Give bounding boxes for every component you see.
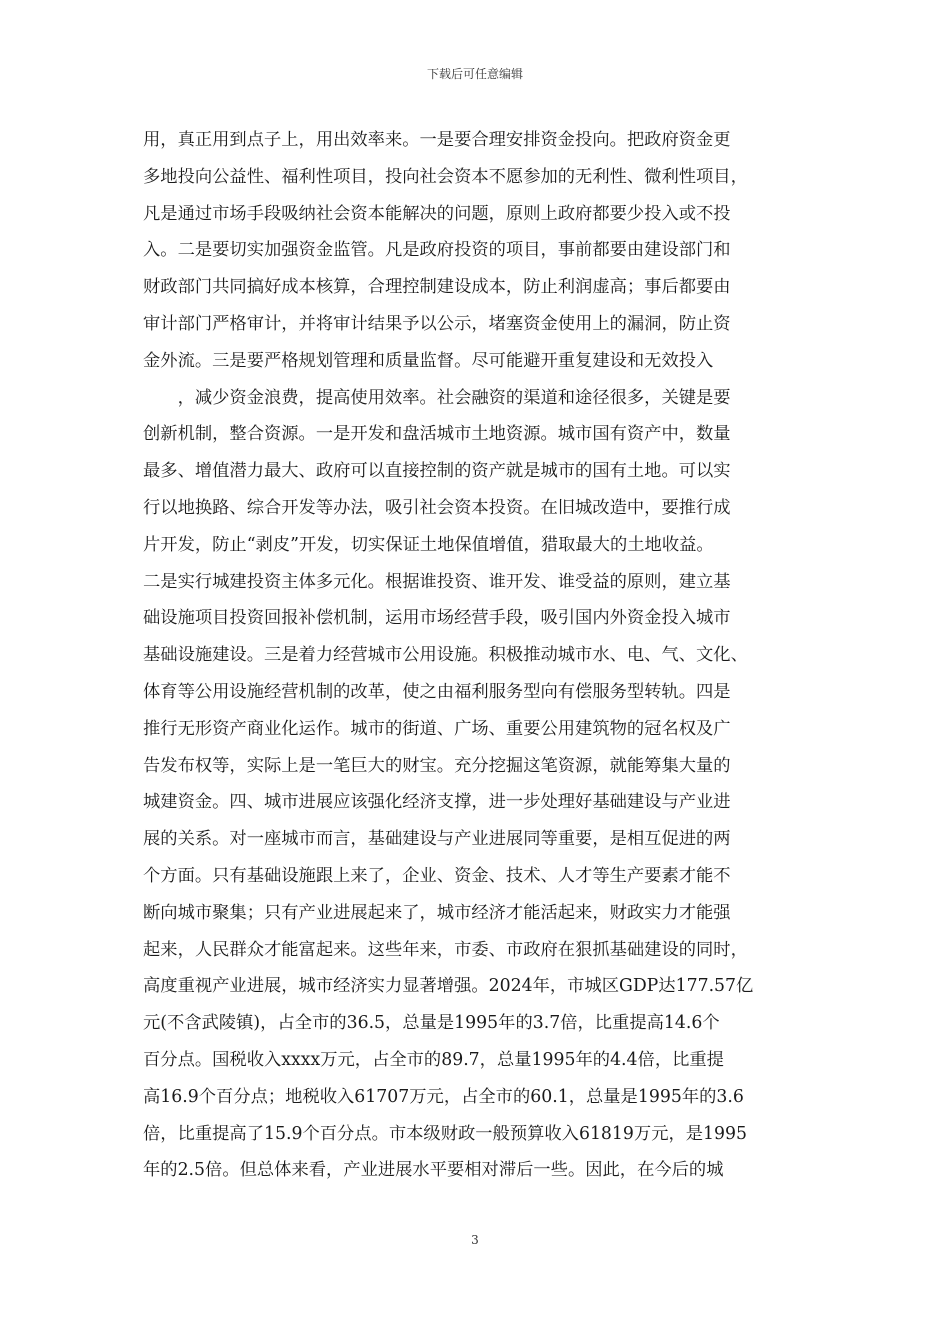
text-line: 最多、增值潜力最大、政府可以直接控制的资产就是城市的国有土地。可以实 <box>143 461 731 482</box>
text-line: 财政部门共同搞好成本核算，合理控制建设成本，防止利润虚高；事后都要由 <box>143 277 731 298</box>
text-line: ，减少资金浪费，提高使用效率。社会融资的渠道和途径很多，关键是要 <box>143 387 731 408</box>
text-line: 创新机制，整合资源。一是开发和盘活城市土地资源。城市国有资产中，数量 <box>143 424 731 445</box>
body-text <box>143 122 823 1189</box>
text-line: 告发布权等，实际上是一笔巨大的财宝。充分挖掘这笔资源，就能筹集大量的 <box>143 755 731 776</box>
text-line: 用，真正用到点子上，用出效率来。一是要合理安排资金投向。把政府资金更 <box>143 130 731 150</box>
text-line: 起来，人民群众才能富起来。这些年来，市委、市政府在狠抓基础建设的同时， <box>143 939 748 960</box>
text-line: 城建资金。四、城市进展应该强化经济支撑，进一步处理好基础建设与产业进 <box>143 792 731 813</box>
text-line: 础设施项目投资回报补偿机制，运用市场经营手段，吸引国内外资金投入城市 <box>143 608 731 629</box>
text-line: 展的关系。对一座城市而言，基础建设与产业进展同等重要，是相互促进的两 <box>143 829 731 850</box>
text-line: 二是实行城建投资主体多元化。根据谁投资、谁开发、谁受益的原则，建立基 <box>143 571 731 592</box>
text-line: 百分点。国税收入xxxx万元，占全市的89.7，总量1995年的4.4倍，比重提 <box>143 1049 724 1070</box>
text-line: 高16.9个百分点；地税收入61707万元，占全市的60.1，总量是1995年的3.6 <box>143 1086 744 1107</box>
text-line: 片开发，防止“剥皮”开发，切实保证土地保值增值，猎取最大的土地收益。 <box>143 534 714 555</box>
text-line: 行以地换路、综合开发等办法，吸引社会资本投资。在旧城改造中，要推行成 <box>143 497 731 518</box>
text-line: 推行无形资产商业化运作。城市的街道、广场、重要公用建筑物的冠名权及广 <box>143 718 731 739</box>
page-number: 3 <box>471 1233 479 1247</box>
text-line: 元(不含武陵镇)，占全市的36.5，总量是1995年的3.7倍，比重提高14.6个 <box>143 1013 720 1034</box>
text-line: 倍，比重提高了15.9个百分点。市本级财政一般预算收入61819万元，是1995 <box>143 1123 748 1144</box>
text-line: 断向城市聚集；只有产业进展起来了，城市经济才能活起来，财政实力才能强 <box>143 902 731 923</box>
text-line: 高度重视产业进展，城市经济实力显著增强。2024年，市城区GDP达177.57亿 <box>143 976 754 997</box>
text-line: 入。二是要切实加强资金监管。凡是政府投资的项目，事前都要由建设部门和 <box>143 240 731 261</box>
text-line: 个方面。只有基础设施跟上来了，企业、资金、技术、人才等生产要素才能不 <box>143 865 731 886</box>
text-line: 多地投向公益性、福利性项目，投向社会资本不愿参加的无利性、微利性项目， <box>143 166 748 187</box>
text-line: 年的2.5倍。但总体来看，产业进展水平要相对滞后一些。因此，在今后的城 <box>143 1160 724 1181</box>
text-line: 金外流。三是要严格规划管理和质量监督。尽可能避开重复建设和无效投入 <box>143 350 714 371</box>
text-line: 基础设施建设。三是着力经营城市公用设施。积极推动城市水、电、气、文化、 <box>143 645 748 666</box>
page-header: 下载后可任意编辑 <box>426 67 523 81</box>
text-line: 审计部门严格审计，并将审计结果予以公示，堵塞资金使用上的漏洞，防止资 <box>143 313 731 334</box>
text-line: 凡是通过市场手段吸纳社会资本能解决的问题，原则上政府都要少投入或不投 <box>143 203 731 224</box>
text-line: 体育等公用设施经营机制的改革，使之由福利服务型向有偿服务型转轨。四是 <box>143 681 731 702</box>
